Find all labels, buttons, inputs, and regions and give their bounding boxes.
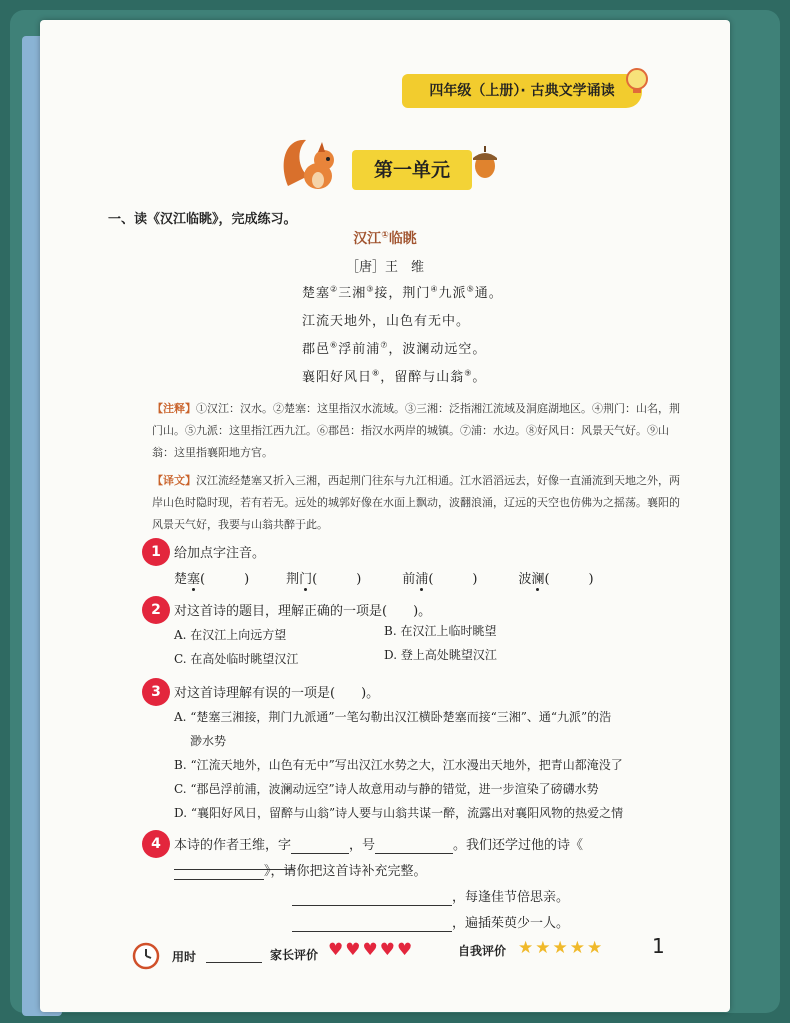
annotation-notes: 【注释】①汉江：汉水。②楚塞：这里指汉水流域。③三湘：泛指湘江流域及洞庭湖地区。④荆门：山名，荆门山。⑤九派：这里指江西九江。⑥郡邑：指汉水两岸的城镇。⑦浦：水边。⑧好风日：风景天气好。⑨山翁：这里指襄阳地方官。 <box>152 402 680 459</box>
question-4-text-continued: 》，请你把这首诗补充完整。 <box>174 860 427 880</box>
option-c[interactable]: C. 在高处临时眺望汉江 <box>174 652 299 666</box>
poem-title: 汉江①临眺 <box>353 230 417 247</box>
question-3-text: 对这首诗理解有误的一项是( )。 <box>174 686 380 701</box>
grade-header-tab: 四年级（上册）· 古典文学诵读 <box>402 74 642 108</box>
question-1-answers <box>174 568 694 587</box>
pinyin-item[interactable]: 波澜( ) <box>518 572 594 587</box>
option-d[interactable]: D. “襄阳好风日，留醉与山翁”诗人要与山翁共谋一醉，流露出对襄阳风物的热爱之情 <box>174 806 624 820</box>
pinyin-item[interactable]: 荆门( ) <box>286 572 362 587</box>
pseudonym-blank[interactable] <box>375 838 453 854</box>
option-c[interactable]: C. “郡邑浮前浦，波澜动远空”诗人故意用动与静的错觉，进一步渲染了磅礴水势 <box>174 782 599 796</box>
lightbulb-icon <box>622 66 652 96</box>
option-b[interactable]: B. “江流天地外，山色有无中”写出汉江水势之大，江水漫出天地外，把青山都淹没了 <box>174 758 623 772</box>
question-1-badge: 1 <box>142 538 170 566</box>
parent-rating-hearts[interactable]: ♥♥♥♥♥ <box>328 940 415 960</box>
self-rating-stars[interactable]: ★★★★★ <box>518 938 605 958</box>
option-a[interactable]: A. “楚塞三湘接，荆门九派通”一笔勾勒出汉江横卧楚塞而接“三湘”、通“九派”的浩 <box>174 710 612 724</box>
question-2-badge: 2 <box>142 596 170 624</box>
courtesy-name-blank[interactable] <box>291 838 349 854</box>
unit-title: 第一单元 <box>352 150 472 190</box>
poem-author: ［唐］王 维 <box>345 260 424 275</box>
question-4-badge: 4 <box>142 830 170 858</box>
clock-icon <box>132 942 160 970</box>
translation-block: 【译文】汉江流经楚塞又折入三湘，西起荆门往东与九江相通。江水滔滔远去，好像一直涌流到天地之外，两岸山色时隐时现，若有若无。远处的城郭好像在水面上飘动，波翻浪涌，辽远的天空也仿佛为之摇荡。襄阳的风景天气好，我要与山翁共醉于此。 <box>152 474 680 531</box>
poem-line: 江流天地外，山色有无中。 <box>302 314 471 329</box>
question-2-text: 对这首诗的题目，理解正确的一项是( )。 <box>174 604 432 619</box>
section-heading: 一、读《汉江临眺》，完成练习。 <box>108 212 297 227</box>
acorn-icon <box>470 144 500 180</box>
verse-line-1: ，每逢佳节倍思亲。 <box>292 886 569 906</box>
question-4-text: 本诗的作者王维，字 ，号 。我们还学过他的诗《 <box>174 834 694 870</box>
page-number: 1 <box>652 934 665 958</box>
question-3-badge: 3 <box>142 678 170 706</box>
option-d[interactable]: D. 登上高处眺望汉江 <box>384 648 497 662</box>
squirrel-icon <box>278 132 344 198</box>
option-a-continued[interactable]: 渺水势 <box>190 734 227 748</box>
poem-line: 楚塞②三湘③接，荆门④九派⑤通。 <box>302 284 503 301</box>
time-label: 用时 <box>172 950 197 964</box>
option-a[interactable]: A. 在汉江上向远方望 <box>174 628 287 642</box>
self-evaluation-label: 自我评价 <box>458 944 507 958</box>
poem-title-blank-continued[interactable] <box>174 864 264 880</box>
verse-blank-2[interactable] <box>292 916 452 932</box>
workbook-page <box>40 20 730 1012</box>
option-b[interactable]: B. 在汉江上临时眺望 <box>384 624 497 638</box>
question-1-text: 给加点字注音。 <box>174 546 266 561</box>
poem-line: 郡邑⑥浮前浦⑦，波澜动远空。 <box>302 340 487 357</box>
time-blank[interactable] <box>206 962 262 963</box>
pinyin-item[interactable]: 楚塞( ) <box>174 572 250 587</box>
pinyin-item[interactable]: 前浦( ) <box>402 572 478 587</box>
verse-line-2: ，遍插茱萸少一人。 <box>292 912 569 932</box>
poem-line: 襄阳好风日⑧，留醉与山翁⑨。 <box>302 368 487 385</box>
verse-blank-1[interactable] <box>292 890 452 906</box>
parent-evaluation-label: 家长评价 <box>270 948 319 962</box>
